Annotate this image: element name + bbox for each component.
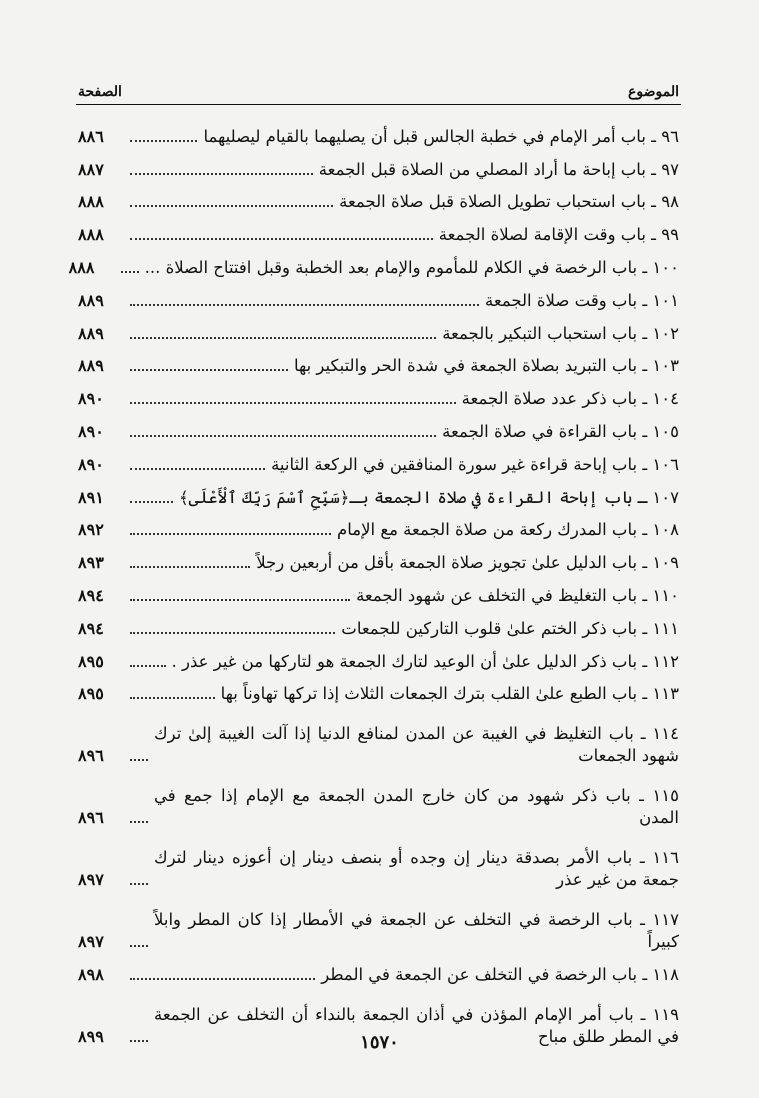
- entry-title: ١٠٦ ـ باب إباحة قراءة غير سورة المنافقين في الركعة الثانية: [271, 454, 679, 474]
- dot-leader: [130, 337, 436, 339]
- dot-leader: [121, 271, 139, 273]
- entry-page-number: ٨٨٩: [78, 290, 104, 310]
- entry-page-number: ٨٩٠: [78, 389, 104, 409]
- entry-title: ١١٢ ـ باب ذكر الدليل علىٰ أن الوعيد لتارك الجمعة هو لتاركها من غير عذر .: [171, 651, 679, 671]
- header-rule: [76, 104, 681, 105]
- dot-leader: [130, 238, 433, 240]
- toc-header: [78, 76, 679, 100]
- dot-leader: [130, 821, 148, 823]
- entry-page-number: ٨٩٨: [78, 965, 104, 985]
- dot-leader: [130, 883, 148, 885]
- page-number-footer: ١٥٧٠: [360, 1032, 399, 1053]
- entry-title: ١١٤ ـ باب التغليظ في الغيبة عن المدن لمنافع الدنيا إذا آلت الغيبة إلىٰ ترك شهود الجمعات: [154, 724, 679, 766]
- toc-entry: [78, 767, 679, 829]
- dot-leader: [130, 632, 335, 634]
- toc-entry: [78, 541, 679, 574]
- toc-entry: [78, 509, 679, 542]
- entry-title: ١١٠ ـ باب التغليظ في التخلف عن شهود الجمعة: [356, 585, 679, 605]
- toc-list: [68, 115, 679, 1048]
- toc-entry: [78, 377, 679, 410]
- entry-title: ١٠١ ـ باب وقت صلاة الجمعة: [485, 290, 679, 310]
- dot-leader: [130, 402, 456, 404]
- dot-leader: [130, 665, 166, 667]
- entry-title: ١٠٣ ـ باب التبريد بصلاة الجمعة في شدة الحر والتبكير بها: [293, 356, 679, 376]
- entry-page-number: ٨٩٤: [78, 585, 104, 605]
- entry-title: ٩٨ ـ باب استحباب تطويل الصلاة قبل صلاة الجمعة: [339, 192, 679, 212]
- topic-column-label: الموضوع: [628, 84, 679, 100]
- dot-leader: [130, 140, 197, 142]
- toc-entry: [78, 115, 679, 148]
- dot-leader: [130, 501, 173, 503]
- toc-entry: [78, 148, 679, 181]
- entry-title: ١٠٨ ـ باب المدرك ركعة من صلاة الجمعة مع الإمام: [337, 520, 679, 540]
- entry-page-number: ٨٩٧: [78, 932, 104, 952]
- entry-page-number: ٨٩١: [78, 487, 104, 507]
- toc-entry: [78, 312, 679, 345]
- entry-page-number: ٨٩٦: [78, 746, 104, 766]
- entry-page-number: ٨٨٩: [78, 323, 104, 343]
- toc-entry: [78, 607, 679, 640]
- entry-title: ١١٩ ـ باب أمر الإمام المؤذن في أذان الجمعة بالنداء أن التخلف عن الجمعة في المطر طلق مباح: [154, 1005, 679, 1047]
- toc-entry: [78, 705, 679, 767]
- dot-leader: [130, 759, 148, 761]
- entry-page-number: ٨٩٥: [78, 684, 104, 704]
- entry-title: ٩٧ ـ باب إباحة ما أراد المصلي من الصلاة قبل الجمعة: [318, 159, 679, 179]
- dot-leader: [130, 173, 313, 175]
- toc-entry: [68, 246, 679, 279]
- dot-leader: [130, 697, 215, 699]
- toc-entry: [78, 640, 679, 673]
- entry-page-number: ٨٩٣: [78, 553, 104, 573]
- dot-leader: [130, 468, 265, 470]
- entry-page-number: ٨٨٨: [78, 192, 104, 212]
- entry-title: ١١٧ ـ باب الرخصة في التخلف عن الجمعة في الأمطار إذا كان المطر وابلاً كبيراً: [154, 910, 679, 952]
- entry-title: ٩٩ ـ باب وقت الإقامة لصلاة الجمعة: [438, 225, 679, 245]
- entry-page-number: ٨٩٥: [78, 651, 104, 671]
- toc-entry: [78, 829, 679, 891]
- entry-page-number: ٨٨٧: [78, 159, 104, 179]
- entry-page-number: ٨٩٤: [78, 618, 104, 638]
- entry-page-number: ٨٩٠: [78, 454, 104, 474]
- toc-entry: [78, 410, 679, 443]
- entry-page-number: ٨٨٩: [78, 356, 104, 376]
- entry-title: ١٠٤ ـ باب ذكر عدد صلاة الجمعة: [461, 389, 679, 409]
- entry-page-number: ٨٨٦: [78, 126, 104, 146]
- page-column-label: الصفحة: [78, 84, 122, 100]
- toc-entry: [78, 953, 679, 986]
- dot-leader: [130, 304, 479, 306]
- entry-title: ١٠٥ ـ باب القراءة في صلاة الجمعة: [442, 421, 679, 441]
- toc-entry: [78, 476, 679, 509]
- dot-leader: [130, 599, 350, 601]
- toc-entry: [78, 673, 679, 706]
- entry-page-number: ٨٩٢: [78, 520, 104, 540]
- entry-page-number: ٨٩٠: [78, 421, 104, 441]
- entry-page-number: ٨٩٧: [78, 870, 104, 890]
- entry-page-number: ٨٩٩: [78, 1027, 104, 1047]
- entry-title: ١٠٧ ـ باب إباحة القراءة في صلاة الجمعة بـ﴿سَبِّحِ ٱسْمَ رَبِّكَ ٱلْأَعْلَى﴾: [178, 487, 679, 507]
- entry-title: ١١٣ ـ باب الطبع علىٰ القلب بترك الجمعات الثلاث إذا تركها تهاوناً بها: [220, 684, 679, 704]
- entry-title: ١١٥ ـ باب ذكر شهود من كان خارج المدن الجمعة مع الإمام إذا جمع في المدن: [154, 786, 679, 828]
- toc-entry: [78, 279, 679, 312]
- dot-leader: [130, 369, 288, 371]
- toc-entry: [78, 574, 679, 607]
- toc-entry: [78, 181, 679, 214]
- toc-entry: [78, 891, 679, 953]
- entry-page-number: ٨٨٨: [78, 225, 104, 245]
- entry-title: ١٠٢ ـ باب استحباب التبكير بالجمعة: [442, 323, 679, 343]
- toc-entry: [78, 213, 679, 246]
- dot-leader: [130, 566, 250, 568]
- dot-leader: [130, 435, 436, 437]
- dot-leader: [130, 945, 148, 947]
- entry-page-number: ٨٩٦: [78, 808, 104, 828]
- entry-title: ١٠٠ ـ باب الرخصة في الكلام للمأموم والإمام بعد الخطبة وقبل افتتاح الصلاة ...: [144, 257, 679, 277]
- entry-title: ١٠٩ ـ باب الدليل علىٰ تجويز صلاة الجمعة بأقل من أربعين رجلاً: [256, 553, 679, 573]
- entry-title: ١١٨ ـ باب الرخصة في التخلف عن الجمعة في المطر: [321, 965, 679, 985]
- entry-page-number: ٨٨٨: [68, 257, 95, 277]
- dot-leader: [130, 978, 315, 980]
- entry-title: ١١٦ ـ باب الأمر بصدقة دينار إن وجده أو بنصف دينار إن أعوزه دينار لترك جمعة من غير عذر: [154, 848, 679, 890]
- dot-leader: [130, 205, 333, 207]
- entry-title: ٩٦ ـ باب أمر الإمام في خطبة الجالس قبل أن يصليهما بالقيام ليصليهما: [203, 126, 679, 146]
- dot-leader: [130, 533, 331, 535]
- toc-entry: [78, 345, 679, 378]
- toc-entry: [78, 443, 679, 476]
- entry-title: ١١١ ـ باب ذكر الختم علىٰ قلوب التاركين للجمعات: [341, 618, 679, 638]
